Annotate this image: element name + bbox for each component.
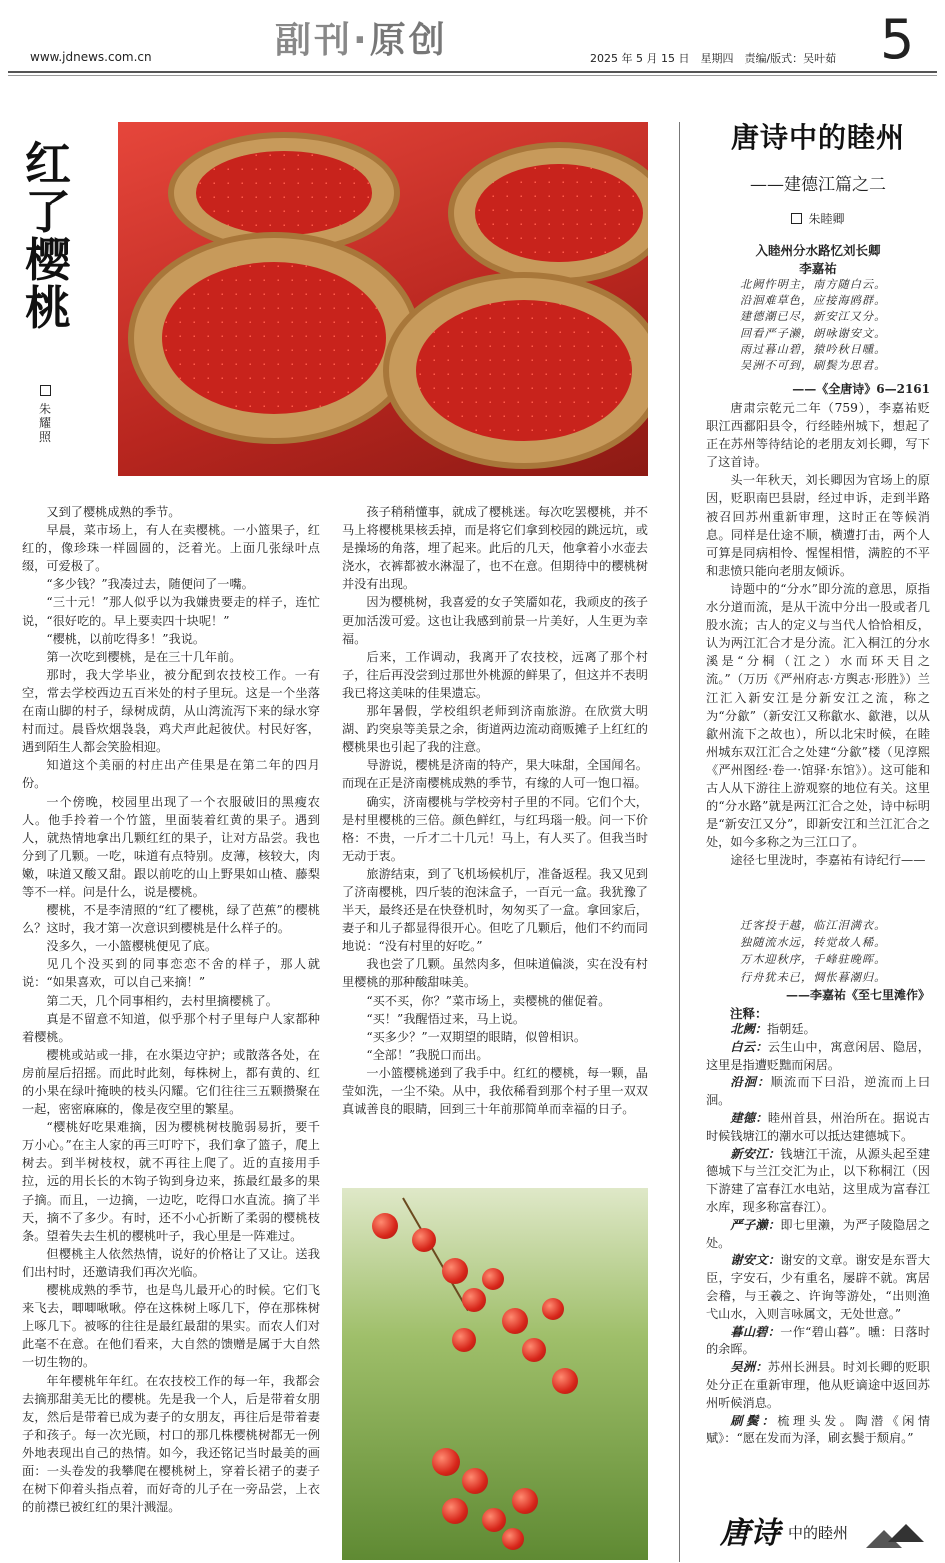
paragraph: “全部！”我脱口而出。 <box>366 1047 489 1062</box>
note-term: 刷鬓： <box>730 1413 778 1428</box>
note-text: 顺流而下曰沿，逆流而上曰洄。 <box>706 1075 931 1108</box>
note-item <box>706 1413 930 1449</box>
note-text: 云生山中，寓意闲居、隐居，这里是指遭贬黜而闲居。 <box>706 1039 930 1072</box>
left-article-column-2 <box>342 503 648 1118</box>
note-text: 苏州长洲县。时刘长卿的贬职处分正在重新审理，他从贬谪途中返回苏州听候消息。 <box>706 1360 930 1410</box>
paragraph: “买！”我醒悟过来，马上说。 <box>366 1011 526 1026</box>
paragraph: “樱桃，以前吃得多！”我说。 <box>46 631 206 646</box>
cherry-baskets-photo <box>118 122 648 476</box>
paragraph: 樱桃，不是李清照的“红了樱桃，绿了芭蕉”的樱桃么？这时，我才第一次意识到樱桃是什么样子的。 <box>22 903 320 936</box>
poem-line: 雨过暮山碧，猿吟秋日曛。 <box>740 342 887 356</box>
paragraph: 但樱桃主人依然热情，说好的价格让了又让。送我们出村时，还邀请我们再次光临。 <box>22 1246 320 1279</box>
note-term: 谢安文： <box>730 1253 781 1268</box>
paragraph: 第一次吃到樱桃，是在三十几年前。 <box>46 649 242 664</box>
paragraph: 后来，工作调动，我离开了农技校，远离了那个村子，往后再没尝到过那世外桃源的鲜果了，但这并不表明我已将这美味的佳果遗忘。 <box>342 649 648 700</box>
poem-1-source: ——《全唐诗》6—2161 <box>792 382 930 396</box>
paragraph: “买多少？”一双期望的眼睛，似曾相识。 <box>366 1029 587 1044</box>
logo-big-text: 唐诗 <box>720 1516 780 1551</box>
site-url[interactable]: www.jdnews.com.cn <box>30 50 152 64</box>
date-line: 2025 年 5 月 15 日 星期四 责编/版式：吴叶茹 <box>590 52 837 65</box>
note-text: 睦州首县，州治所在。据说古时候钱塘江的潮水可以抵达建德城下。 <box>706 1110 930 1143</box>
paragraph: 一小篮樱桃递到了我手中。红红的樱桃，每一颗，晶莹如洗，一尘不染。从中，我依稀看到那个村子里一双双真诚善良的眼睛，回到三十年前那简单而幸福的日子。 <box>342 1065 648 1117</box>
paragraph: 樱桃成熟的季节，也是鸟儿最开心的时候。它们飞来飞去，唧唧啾啾。停在这株树上啄几下，停在那株树上啄几下。被啄的往往是最红最甜的果实。而农人们对此毫不在意。在他们看来，大自然的馈赠是属于大自然一切生物的。 <box>22 1283 320 1370</box>
header-rule-thin <box>8 75 937 76</box>
note-item <box>706 1039 930 1075</box>
author-name: 朱耀照 <box>38 402 51 444</box>
paragraph: 孩子稍稍懂事，就成了樱桃迷。每次吃罢樱桃，并不马上将樱桃果核丢掉，而是将它们拿到校园的跳远坑，或是操场的角落，埋了起来。此后的几天，他拿着小水壶去浇水，衣裤都被水淋湿了，也不在意。但期待中的樱桃树并没有出现。 <box>342 505 648 592</box>
section-subname: 原创 <box>369 20 448 61</box>
paragraph: 导游说，樱桃是济南的特产，果大味甜，全国闻名。而现在正是济南樱桃成熟的季节，有缘的人可一饱口福。 <box>342 758 648 791</box>
paragraph: “多少钱？”我凑过去，随便问了一嘴。 <box>46 577 254 592</box>
note-text: 指朝廷。 <box>766 1022 816 1036</box>
note-item <box>706 1074 930 1110</box>
paragraph: 第二天，几个同事相约，去村里摘樱桃了。 <box>46 993 278 1008</box>
paragraph: 早晨，菜市场上，有人在卖樱桃。一小篮果子，红红的，像珍珠一样圆圆的，泛着光。上面几张绿叶点缀，可爱极了。 <box>22 523 320 574</box>
poem-2-source: ——李嘉祐《至七里滩作》 <box>785 988 930 1002</box>
poem-2-lines <box>740 917 930 986</box>
poem-line: 回看严子濑，朗咏谢安文。 <box>740 326 887 340</box>
poem-line: 建德潮已尽，新安江又分。 <box>740 310 887 324</box>
note-term: 北阙： <box>730 1022 767 1036</box>
paragraph: 旅游结束，到了飞机场候机厅，准备返程。我又见到了济南樱桃，四斤装的泡沫盒子，一百元一盒。我犹豫了半天，最终还是在快登机时，匆匆买了一盒。拿回家后，妻子和儿子都显得很开心。但吃了几颗后，他们不约而同地说：“没有村里的好吃。” <box>342 866 648 954</box>
section-title <box>275 12 448 63</box>
note-text: 即七里濑，为严子陵隐居之处。 <box>706 1217 931 1250</box>
note-text: 一作“碧山暮”。曛：日落时的余晖。 <box>706 1324 931 1357</box>
section-name: 副刊· <box>275 20 370 61</box>
note-item <box>706 1146 930 1217</box>
poem-line: 北阙忤明主，南方随白云。 <box>740 278 887 291</box>
paragraph: 头一年秋天，刘长卿因为官场上的原因，贬职南巴县尉，经过申诉，走到半路被召回苏州重新审理，这时正在等候消息。同样是仕途不顺，横遭打击，两个人可算是同病相怜、惺惺相惜，满腔的不平和悲愤只能向老朋友倾诉。 <box>706 473 930 578</box>
right-article-author <box>706 210 930 227</box>
poem-line: 行舟犹未已，惆怅暮潮归。 <box>740 970 887 984</box>
author-box-icon <box>791 213 802 224</box>
poem-line: 独随流水远，转觉故人稀。 <box>740 936 887 950</box>
cherry-tree-photo <box>342 1188 648 1560</box>
paragraph: 确实，济南樱桃与学校旁村子里的不同。它们个大，是村里樱桃的三倍。颜色鲜红，与红玛瑙一般。问一下价格：不贵，一斤才二十几元！马上，有人买了。但我当时无动于衷。 <box>342 794 648 863</box>
paragraph: 见几个没买到的同事恋恋不舍的样子，那人就说：“如果喜欢，可以自己来摘！” <box>22 957 320 990</box>
note-item <box>706 1324 930 1360</box>
poem-line: 吴洲不可到，刷鬓为思君。 <box>740 359 887 373</box>
paragraph: “樱桃好吃果难摘，因为樱桃树枝脆弱易折，要千万小心。”在主人家的再三叮咛下，我们拿了篮子，爬上树去。到半树枝杈，就不再往上爬了。近的直接用手拉，远的用长长的木钩子钩到身边来，拣最红最多的果子摘。而且，一边摘，一边吃，吃得口水直流。摘了半天，摘不了多少。有时，还不小心折断了柔弱的樱桃枝条。望着失去生机的樱桃叶子，我心里是一阵难过。 <box>22 1120 320 1243</box>
notes-list <box>706 1021 930 1448</box>
note-text: 梳理头发。陶潜《闲情赋》：“愿在发而为泽，刷玄鬓于颓肩。” <box>706 1413 931 1446</box>
logo-small-text: 中的睦州 <box>788 1524 849 1542</box>
note-term: 吴洲： <box>730 1360 768 1375</box>
left-article-title: 红了樱桃 <box>25 137 71 335</box>
paragraph: 一个傍晚，校园里出现了一个衣服破旧的黑瘦农人。他手拎着一个竹篮，里面装着红黄的果子。遇到人，就热情地拿出几颗红红的果子，让对方品尝。我也分到了几颗。一吃，味道有点特别。皮薄，核较大，肉嫩，味道又酸又甜。跟以前吃的山上野果如山楂、藤梨等不一样。问是什么，说是樱桃。 <box>22 794 320 899</box>
right-article-body <box>706 399 930 869</box>
note-term: 暮山碧： <box>730 1324 781 1339</box>
paragraph: 途径七里泷时，李嘉祐有诗纪行—— <box>730 853 926 868</box>
author-box-icon <box>40 385 51 396</box>
right-article-subtitle: ——建德江篇之二 <box>750 175 886 195</box>
paragraph: 诗题中的“分水”即分流的意思，原指水分道而流，是从干流中分出一股或者几股水流；古人的定义与当代人恰恰相反，认为两江汇合才是分流。汇入桐江的分水溪是“分桐（江之）水而环天目之流。”（万历《严州府志·方舆志·形胜》）兰江汇入新安江是分新安江之流，称之为“分歙”（新安江又称歙水、歙港，以从歙州流下之故也），所以北宋时候，在睦州城东双江汇合之处建“分歙”楼（见淳熙《严州图经·卷一·馆驿·东馆》）。这可能和古人从下游往上游观察的地位有关。这里的“分水路”就是两江汇合之处，诗中标明是“新安江又分”，即新安江和兰江汇合之处，如今多称之为三江口了。 <box>706 581 930 850</box>
header-rule <box>8 71 937 73</box>
note-item <box>706 1252 930 1323</box>
note-text: 谢安的文章。谢安是东晋大臣，字安石，少有重名，屡辟不就。寓居会稽，与王羲之、许询等游处，“出则渔弋山水，入则言咏属文，无处世意。” <box>706 1253 931 1321</box>
basket-4 <box>383 272 648 469</box>
note-term: 白云： <box>730 1039 768 1054</box>
poem-1-lines <box>740 277 930 374</box>
paragraph: 年年樱桃年年红。在农技校工作的每一年，我都会去摘那甜美无比的樱桃。先是我一个人，后是带着女朋友，然后是带着已成为妻子的女朋友，再往后是带着妻子和孩子。每一次光顾，村口的那几株樱桃树都无一例外地表现出自己的热情。如今，我还铭记当时最美的画面：一头卷发的我攀爬在樱桃树上，穿着长裙子的妻子在树下仰着头指点着，而好奇的儿子在一旁品尝，上衣的前襟已被红红的果汁溅湿。 <box>22 1373 320 1515</box>
notes-heading: 注释： <box>730 1006 768 1021</box>
paragraph: 我也尝了几颗。虽然肉多，但味道偏淡，实在没有村里樱桃的那种酸甜味美。 <box>342 957 648 990</box>
paragraph: 没多久，一小篮樱桃便见了底。 <box>46 939 218 954</box>
poem-line: 迁客投于越，临江泪满衣。 <box>740 919 887 932</box>
paragraph: 真是不留意不知道，似乎那个村子里每户人家都种着樱桃。 <box>22 1011 320 1044</box>
column-divider <box>679 122 680 1562</box>
note-term: 新安江： <box>730 1146 781 1161</box>
paragraph: 知道这个美丽的村庄出产佳果是在第二年的四月份。 <box>22 758 320 791</box>
note-term: 建德： <box>730 1110 768 1125</box>
poem-line: 沿洄难草色，应接海鸥群。 <box>740 294 887 308</box>
paragraph: 那时，我大学毕业，被分配到农技校工作。一有空，常去学校西边五百米处的村子里玩。这是一个坐落在南山脚的村子，绿树成荫，从山湾流泻下来的绿水穿村而过。晨昏炊烟袅袅，鸡犬声此起彼伏。村民好客，遇到陌生人都会笑脸相迎。 <box>22 667 320 755</box>
paragraph: 因为樱桃树，我喜爱的女子笑靥如花，我顽皮的孩子更加活泼可爱。这也让我感到前景一片美好，人生更为幸福。 <box>342 595 648 646</box>
author-name: 朱睦卿 <box>808 212 845 226</box>
note-item <box>706 1359 930 1412</box>
page-number: 5 <box>880 8 915 71</box>
poem-line: 万木迎秋序，千峰驻晚晖。 <box>740 953 887 967</box>
note-term: 严子濑： <box>730 1217 781 1232</box>
mountain-icon <box>888 1524 924 1542</box>
poem-poet: 李嘉祐 <box>799 261 837 276</box>
paragraph: “三十元！”那人似乎以为我嫌贵要走的样子，连忙说，“很好吃的。早上要卖四十块呢！” <box>22 595 320 628</box>
poem-title: 入睦州分水路忆刘长卿 <box>755 243 881 258</box>
left-article-column-1 <box>22 503 320 1516</box>
paragraph: “买不买，你？”菜市场上，卖樱桃的催促着。 <box>366 993 611 1008</box>
note-item <box>706 1021 930 1039</box>
right-article-title: 唐诗中的睦州 <box>730 121 905 154</box>
note-item <box>706 1217 930 1253</box>
paragraph: 樱桃或站或一排，在水渠边守护；或散落各处，在房前屋后招摇。而此时此刻，每株树上，都有黄的、红的小果在绿叶掩映的枝头闪耀。它们往往三五颗攒聚在一起，密密麻麻的，像是夜空里的繁星。 <box>22 1047 320 1117</box>
column-logo <box>716 1506 930 1554</box>
basket-3 <box>128 232 420 444</box>
note-term: 沿洄： <box>730 1075 771 1090</box>
paragraph: 又到了樱桃成熟的季节。 <box>46 505 181 519</box>
paragraph: 那年暑假，学校组织老师到济南旅游。在欣赏大明湖、趵突泉等美景之余，街道两边流动商贩摊子上红红的樱桃果也引起了我的注意。 <box>342 704 648 755</box>
paragraph: 唐肃宗乾元二年（759），李嘉祐贬职江西鄱阳县令，行经睦州城下，想起了正在苏州等待结论的老朋友刘长卿，写下了这首诗。 <box>706 401 930 470</box>
note-text: 钱塘江干流，从源头起至建德城下与兰江交汇为止，以下称桐江（因下游建了富春江水电站，这里成为富春江水库，现多称富春江）。 <box>706 1146 931 1214</box>
note-item <box>706 1110 930 1146</box>
left-article-author <box>36 385 54 444</box>
basket-2 <box>448 142 648 284</box>
